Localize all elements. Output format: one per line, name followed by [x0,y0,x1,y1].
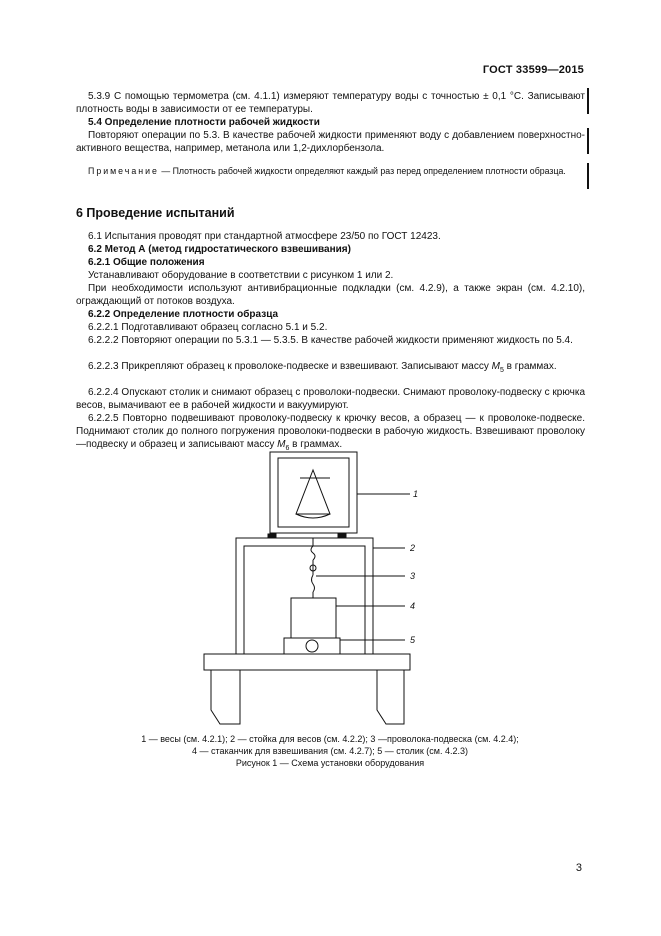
para-6-2-1-b: При необходимости используют антивибрационные подкладки (см. 4.2.9), а также экран (см. 4.2.10), ограждающий от потоков воздуха. [76,283,585,307]
para-6-2-2-1: 6.2.2.1 Подготавливают образец согласно 5.1 и 5.2. [88,322,328,333]
beaker [291,598,336,638]
table-knob [306,640,318,652]
para-6-2-1-a: Устанавливают оборудование в соответствии с рисунком 1 или 2. [88,270,394,281]
para-6-2-2-5: 6.2.2.5 Повторно подвешивают проволоку-подвеску к крючку весов, а образец — к проволоке-подвеске. Поднимают столик до полного погружения проволоки-подвески в рабочую жидкость. Взвешивают проволоку—подвеску и образец и записывают массу $M_6$ в граммах. [76,413,585,452]
para-5-4: Повторяют операции по 5.3. В качестве рабочей жидкости применяют воду с добавлением поверхностно-активного вещества, например, метанола или 1,2-дихлорбензола. [76,130,585,154]
hook-curve [311,546,315,560]
heading-5-4: 5.4 Определение плотности рабочей жидкости [88,117,320,128]
para-6-2-2-2: 6.2.2.2 Повторяют операции по 5.3.1 — 5.3.5. В качестве рабочей жидкости применяют жидкость по 5.4. [88,335,573,346]
wire-hook [312,575,315,592]
figure-caption: Рисунок 1 — Схема установки оборудования [235,758,425,768]
heading-6-2: 6.2 Метод А (метод гидростатического взвешивания) [88,244,351,255]
balance-foot [338,534,346,538]
figure-legend-line-2: 4 — стаканчик для взвешивания (см. 4.2.7); 5 — столик (см. 4.2.3) [192,746,468,756]
balance-foot [268,534,276,538]
label-4: 4 [410,601,416,611]
right-leg [377,670,404,724]
base-plate [204,654,410,670]
label-3: 3 [410,571,416,581]
heading-6-2-2: 6.2.2 Определение плотности образца [88,309,279,320]
section-6-title: 6 Проведение испытаний [76,206,235,220]
balance-pan-base [296,514,330,518]
note: Примечание — Плотность рабочей жидкости определяют каждый раз перед определением плотности образца. [88,166,566,176]
figure-legend-line-1: 1 — весы (см. 4.2.1); 2 — стойка для весов (см. 4.2.2); 3 —проволока-подвеска (см. 4.2.4); [141,734,519,744]
label-1: 1 [413,489,419,499]
label-2: 2 [410,543,416,553]
balance-outer [270,452,357,533]
left-leg [211,670,240,724]
page-number: 3 [575,862,582,874]
balance-inner [278,458,349,527]
label-5: 5 [410,635,416,645]
para-6-2-2-3: 6.2.2.3 Прикрепляют образец к проволоке-подвеске и взвешивают. Записывают массу $M_5$ в граммах. [88,361,557,374]
para-6-1: 6.1 Испытания проводят при стандартной атмосфере 23/50 по ГОСТ 12423. [88,231,441,242]
balance-pan [296,470,330,514]
document-code: ГОСТ 33599—2015 [482,64,584,76]
para-6-2-2-4: 6.2.2.4 Опускают столик и снимают образец с проволоки-подвески. Снимают проволоку-подвеску с крючка весов, вымачивают ее в рабочей жидкости и вакуумируют. [76,387,585,411]
stand-outer [236,538,373,654]
heading-6-2-1: 6.2.1 Общие положения [88,257,205,268]
para-5-3-9: 5.3.9 С помощью термометра (см. 4.1.1) измеряют температуру воды с точностью ± 0,1 °С. Записывают плотность воды в зависимости от ее температуры. [76,91,585,115]
